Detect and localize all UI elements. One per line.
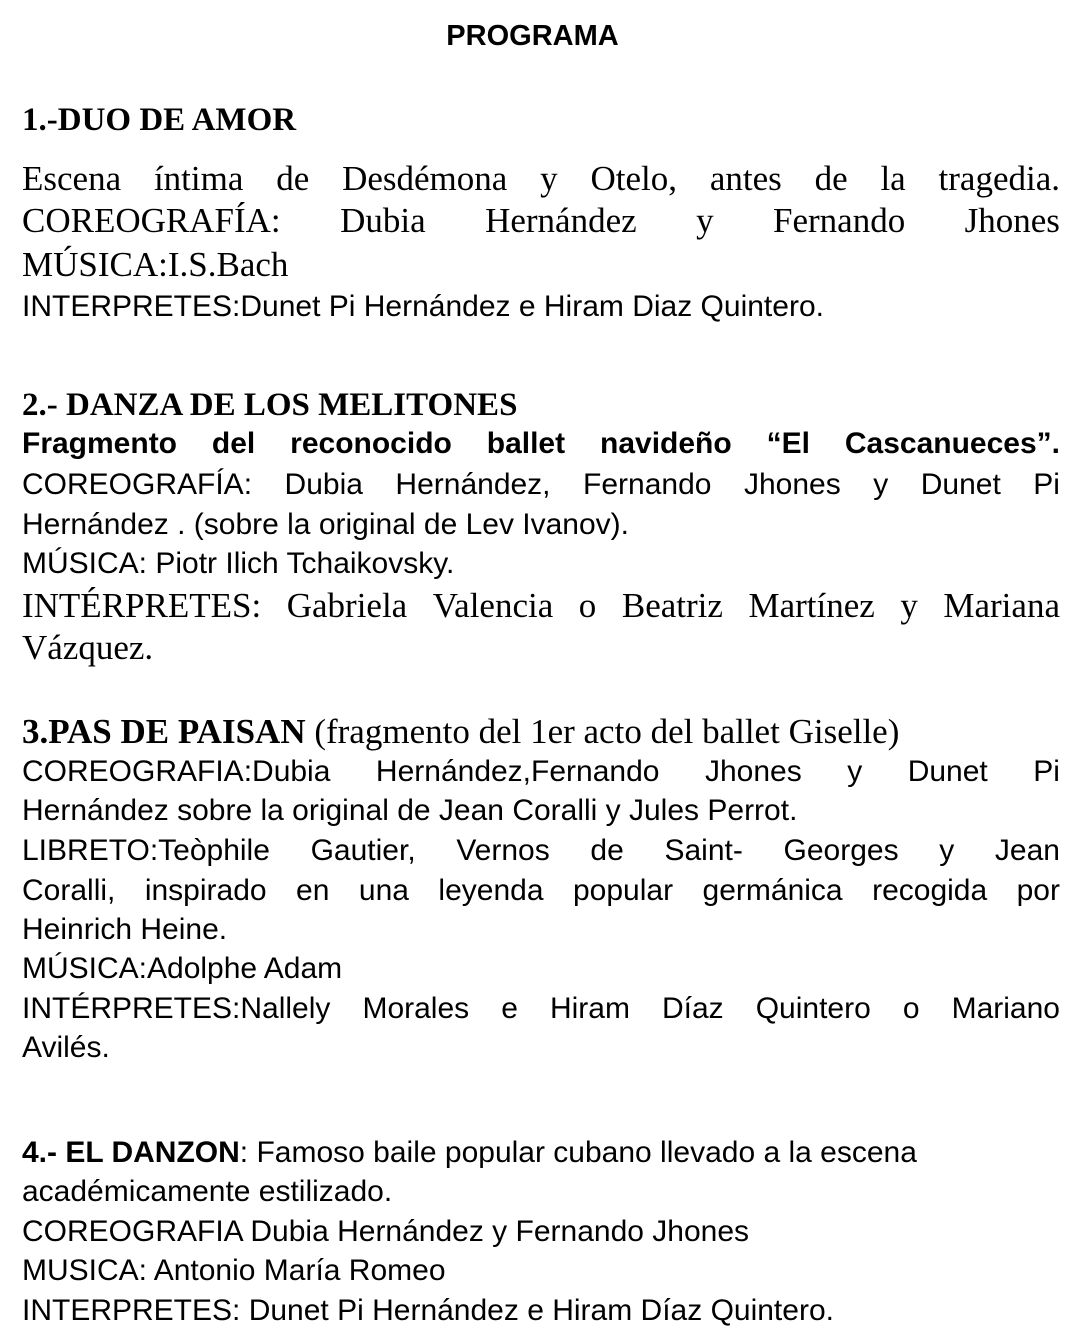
word: Vernos [456, 834, 550, 867]
word: una [358, 874, 409, 907]
word: Jhones [704, 755, 802, 788]
word: la [880, 159, 906, 198]
section-2-choreography-line-1 [22, 470, 1060, 500]
word: “El [766, 427, 810, 460]
word: recogida [872, 874, 988, 907]
word: navideño [600, 427, 732, 460]
word: tragedia. [938, 159, 1060, 198]
word: inspirado [144, 874, 267, 907]
section-3-libretto-line-2 [22, 876, 1060, 906]
word: Jhones [964, 201, 1060, 240]
word: reconocido [290, 427, 452, 460]
word: y [900, 586, 918, 625]
word: y [873, 468, 889, 501]
word: Georges [783, 834, 899, 867]
word: Jhones [743, 468, 841, 501]
section-4-heading-line [22, 1138, 1060, 1168]
word: y [696, 201, 714, 240]
section-3-choreography-line-2: Hernández sobre la original de Jean Coralli y Jules Perrot. [22, 794, 798, 827]
section-3-heading-note: (fragmento del 1er acto del ballet Giselle) [305, 712, 900, 751]
word: Desdémona [342, 159, 508, 198]
word: LIBRETO:Teòphile [22, 834, 270, 867]
word: Jean [994, 834, 1060, 867]
section-1-music: MÚSICA:I.S.Bach [22, 245, 289, 284]
section-3-heading-line [22, 714, 1060, 749]
section-2-description [22, 429, 1060, 459]
word: Quintero [755, 992, 871, 1025]
section-4-heading: 4.- EL DANZON [22, 1136, 240, 1169]
word: de [814, 159, 848, 198]
word: Mariana [943, 586, 1060, 625]
section-2-music: MÚSICA: Piotr Ilich Tchaikovsky. [22, 547, 455, 580]
section-4-description-line-2: académicamente estilizado. [22, 1175, 393, 1208]
word: COREOGRAFÍA: [22, 468, 253, 501]
section-2-performers-line-1 [22, 588, 1060, 623]
word: Pi [1033, 468, 1060, 501]
word: por [1016, 874, 1060, 907]
word: Fragmento [22, 427, 178, 460]
word: íntima [153, 159, 244, 198]
word: Hernández,Fernando [375, 755, 660, 788]
section-2-choreography-line-2: Hernández . (sobre la original de Lev Ivanov). [22, 508, 630, 541]
section-3-performers-line-2: Avilés. [22, 1031, 110, 1064]
word: Gabriela [286, 586, 408, 625]
section-3-performers-line-1 [22, 994, 1060, 1024]
word: antes [709, 159, 782, 198]
section-4-description-line-1: : Famoso baile popular cubano llevado a la escena [239, 1136, 917, 1169]
word: Beatriz [621, 586, 723, 625]
word: leyenda [438, 874, 544, 907]
section-1-performers: INTERPRETES:Dunet Pi Hernández e Hiram Diaz Quintero. [22, 290, 824, 323]
section-3-music: MÚSICA:Adolphe Adam [22, 952, 343, 985]
word: Fernando [583, 468, 712, 501]
word: Hiram [549, 992, 630, 1025]
word: Pi [1033, 755, 1060, 788]
word: Morales [362, 992, 470, 1025]
word: Mariano [951, 992, 1060, 1025]
word: Gautier, [310, 834, 416, 867]
word: en [296, 874, 330, 907]
section-2-performers-line-2: Vázquez. [22, 628, 154, 667]
word: o [902, 992, 920, 1025]
section-3-choreography-line-1 [22, 757, 1060, 787]
word: y [939, 834, 955, 867]
section-3-libretto-line-3: Heinrich Heine. [22, 913, 228, 946]
word: Hernández [485, 201, 637, 240]
word: germánica [702, 874, 843, 907]
word: o [578, 586, 597, 625]
section-1-heading: 1.-DUO DE AMOR [22, 102, 297, 138]
page-title: PROGRAMA [446, 20, 619, 52]
word: Saint- [664, 834, 743, 867]
word: Dubia [284, 468, 363, 501]
word: INTÉRPRETES: [22, 586, 262, 625]
section-4-music: MUSICA: Antonio María Romeo [22, 1254, 446, 1287]
section-1-choreography [22, 203, 1060, 238]
word: y [847, 755, 863, 788]
word: Díaz [661, 992, 724, 1025]
word: popular [572, 874, 674, 907]
word: Escena [22, 159, 122, 198]
word: de [276, 159, 310, 198]
word: Martínez [748, 586, 875, 625]
section-1-description [22, 161, 1060, 196]
section-2-heading: 2.- DANZA DE LOS MELITONES [22, 387, 518, 423]
word: de [590, 834, 624, 867]
word: Dubia [340, 201, 426, 240]
word: Coralli, [22, 874, 116, 907]
word: Dunet [907, 755, 988, 788]
word: e [501, 992, 518, 1025]
section-4-performers: INTERPRETES: Dunet Pi Hernández e Hiram Díaz Quintero. [22, 1294, 834, 1327]
word: Fernando [773, 201, 906, 240]
section-3-libretto-line-1 [22, 836, 1060, 866]
word: Otelo, [590, 159, 677, 198]
word: del [211, 427, 256, 460]
word: Hernández, [395, 468, 551, 501]
section-3-heading: 3.PAS DE PAISAN [22, 712, 306, 751]
word: y [540, 159, 558, 198]
word: Cascanueces”. [844, 427, 1060, 460]
word: ballet [486, 427, 566, 460]
word: INTÉRPRETES:Nallely [22, 992, 331, 1025]
section-4-choreography: COREOGRAFIA Dubia Hernández y Fernando Jhones [22, 1215, 750, 1248]
word: Dunet [920, 468, 1001, 501]
word: COREOGRAFIA:Dubia [22, 755, 331, 788]
word: Valencia [432, 586, 554, 625]
word: COREOGRAFÍA: [22, 201, 281, 240]
